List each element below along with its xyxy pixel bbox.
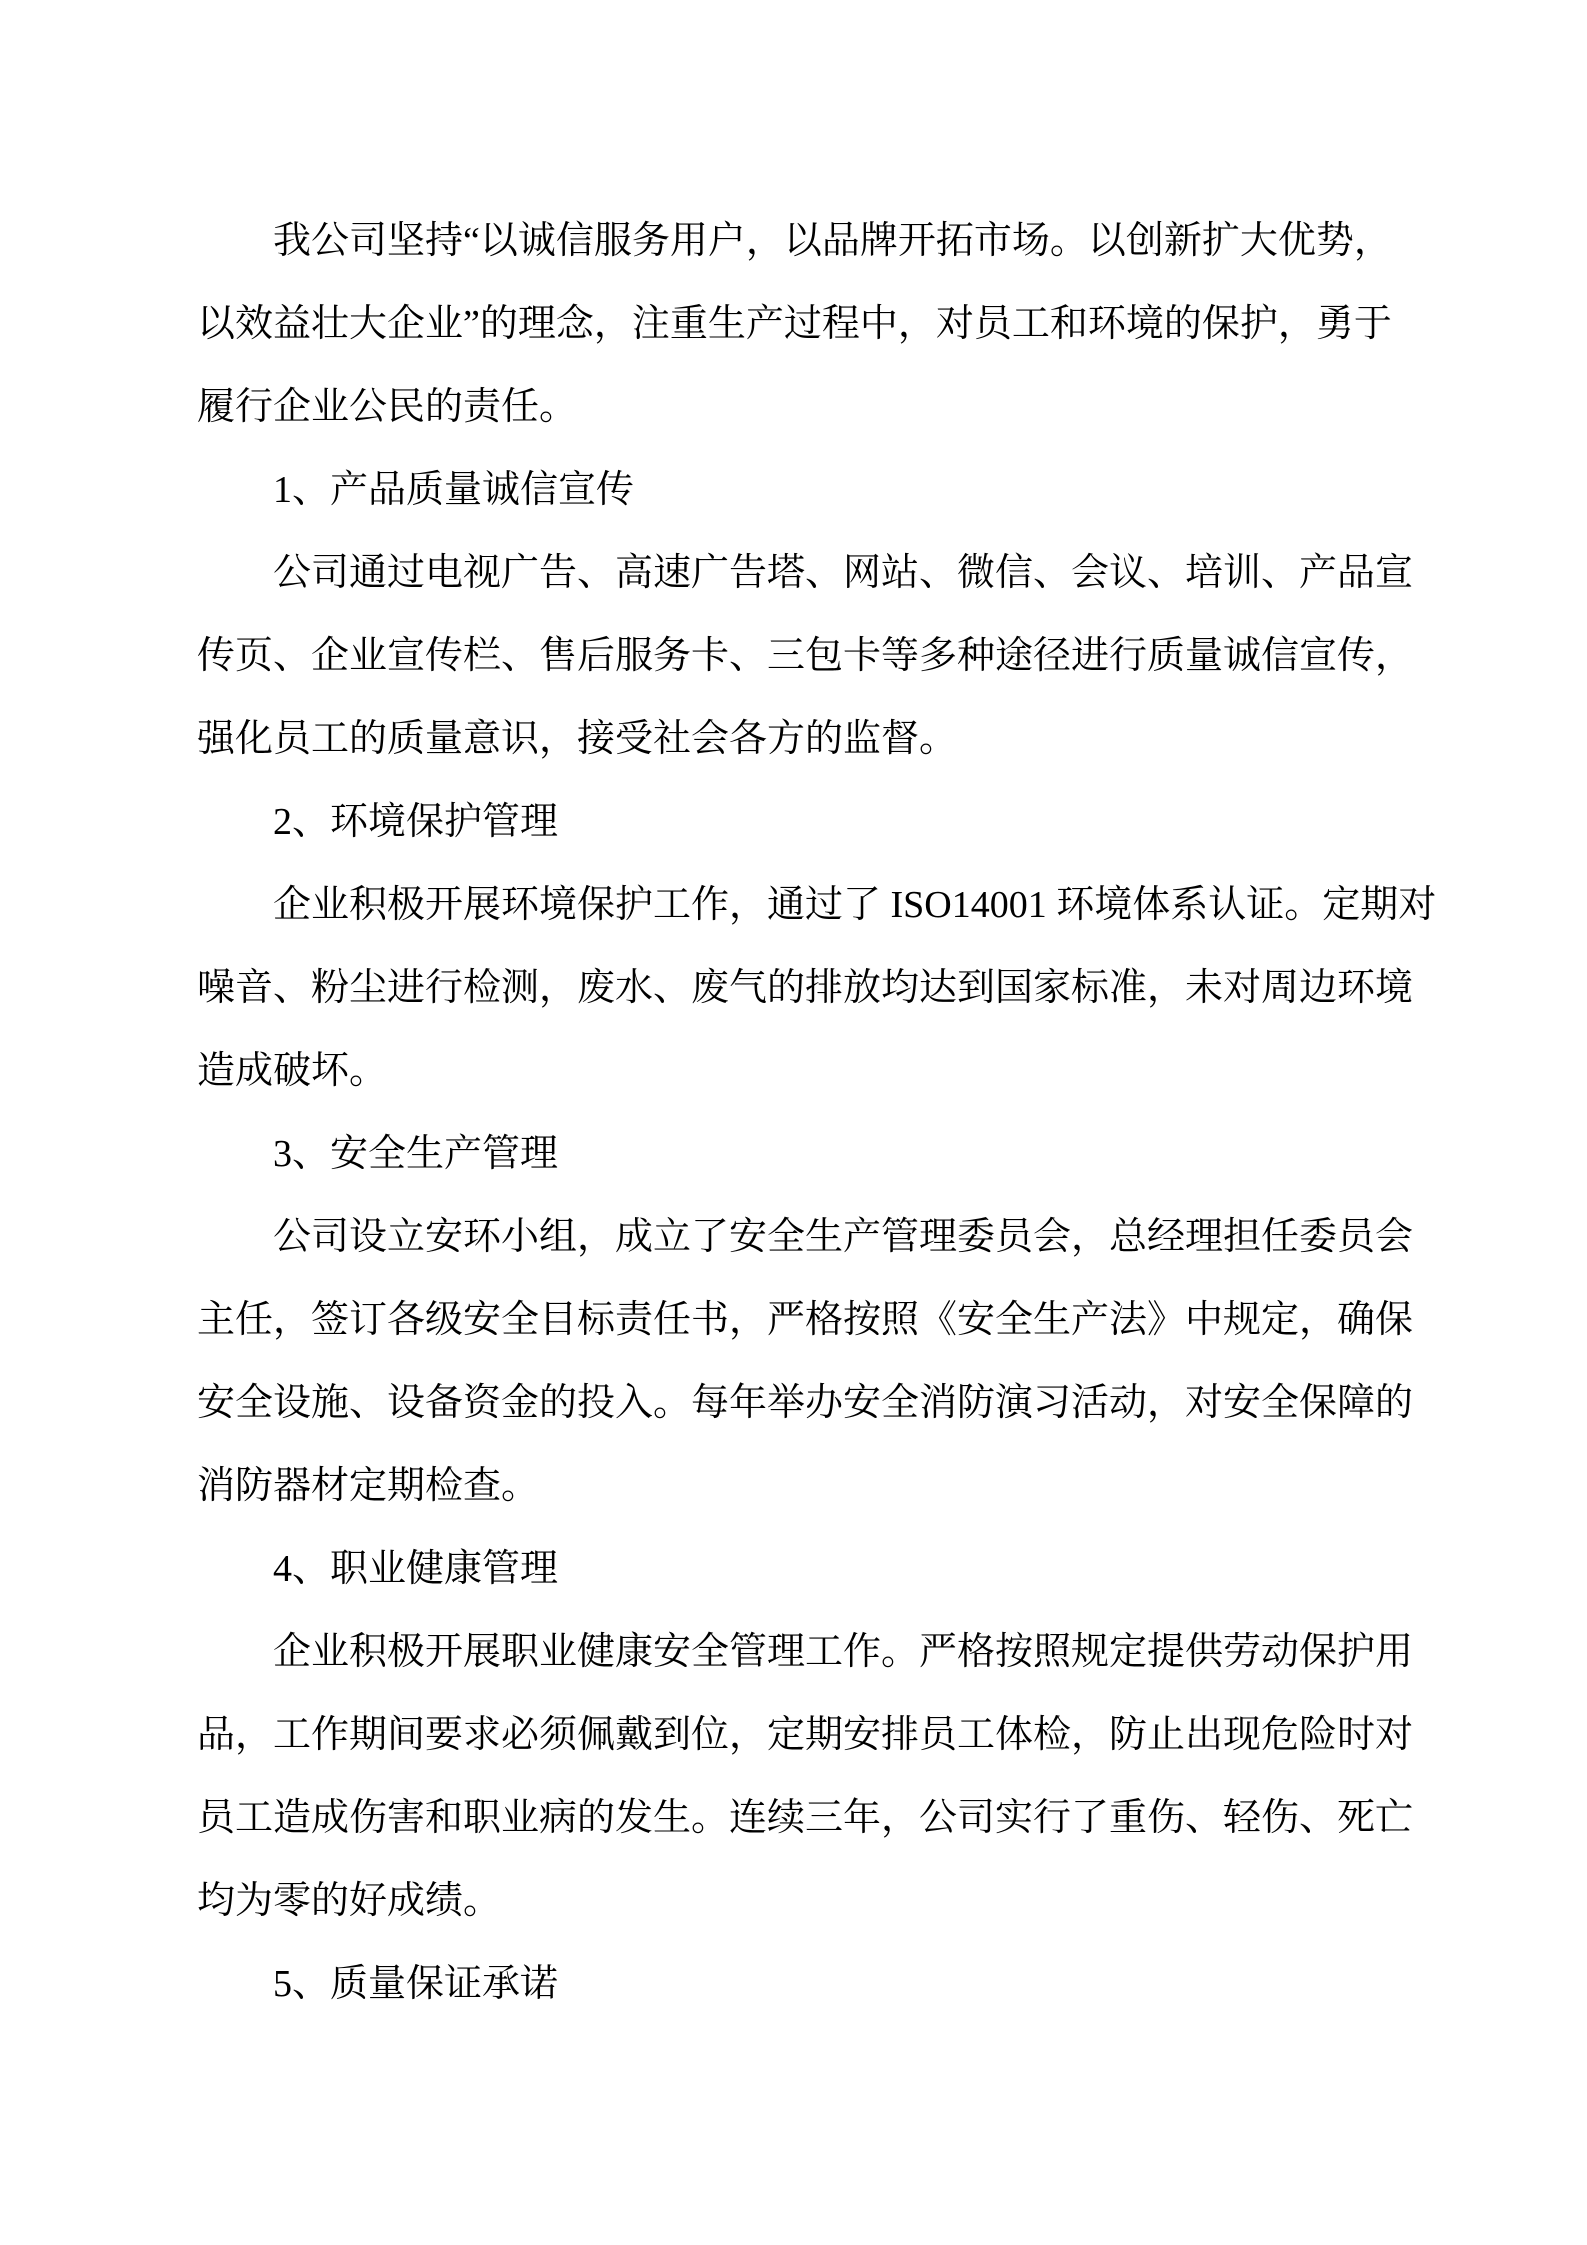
text-line: 传页、企业宣传栏、售后服务卡、三包卡等多种途径进行质量诚信宣传， [197, 635, 1414, 677]
text-line: 员工造成伤害和职业病的发生。连续三年，公司实行了重伤、轻伤、死亡 [197, 1797, 1414, 1839]
intro-paragraph [197, 200, 1397, 449]
section-heading-2 [197, 781, 1397, 864]
text-line: 消防器材定期检查。 [197, 1465, 540, 1507]
heading-line: 2、环境保护管理 [273, 801, 559, 843]
text-line: 以效益壮大企业”的理念，注重生产过程中，对员工和环境的保护，勇于 [197, 303, 1392, 345]
section-heading-3 [197, 1113, 1397, 1196]
section-3-paragraph [197, 1196, 1414, 1528]
section-2-paragraph [197, 864, 1437, 1113]
text-line: 企业积极开展职业健康安全管理工作。严格按照规定提供劳动保护用 [273, 1631, 1414, 1673]
heading-line: 4、职业健康管理 [273, 1548, 559, 1590]
section-heading-1 [197, 449, 1397, 532]
text-line: 噪音、粉尘进行检测，废水、废气的排放均达到国家标准，未对周边环境 [197, 967, 1414, 1009]
text-line: 强化员工的质量意识，接受社会各方的监督。 [197, 718, 958, 760]
text-line: 造成破坏。 [197, 1050, 388, 1092]
section-heading-5 [197, 1943, 1397, 2026]
text-line: 安全设施、设备资金的投入。每年举办安全消防演习活动，对安全保障的 [197, 1382, 1414, 1424]
section-heading-4 [197, 1528, 1397, 1611]
text-line: 品，工作期间要求必须佩戴到位，定期安排员工体检，防止出现危险时对 [197, 1714, 1414, 1756]
section-1-paragraph [197, 532, 1414, 781]
heading-line: 1、产品质量诚信宣传 [273, 469, 635, 511]
text-line: 主任，签订各级安全目标责任书，严格按照《安全生产法》中规定，确保 [197, 1299, 1414, 1341]
text-line: 均为零的好成绩。 [197, 1880, 502, 1922]
text-line: 公司设立安环小组，成立了安全生产管理委员会，总经理担任委员会 [273, 1216, 1414, 1258]
text-line: 履行企业公民的责任。 [197, 386, 578, 428]
heading-line: 5、质量保证承诺 [273, 1963, 559, 2005]
section-4-paragraph [197, 1611, 1414, 1943]
text-line: 我公司坚持“以诚信服务用户，以品牌开拓市场。以创新扩大优势， [273, 220, 1392, 262]
text-line: 企业积极开展环境保护工作，通过了 ISO14001 环境体系认证。定期对 [273, 884, 1437, 926]
heading-line: 3、安全生产管理 [273, 1133, 559, 1175]
text-line: 公司通过电视广告、高速广告塔、网站、微信、会议、培训、产品宣 [273, 552, 1414, 594]
document-text-block [197, 200, 1437, 2026]
